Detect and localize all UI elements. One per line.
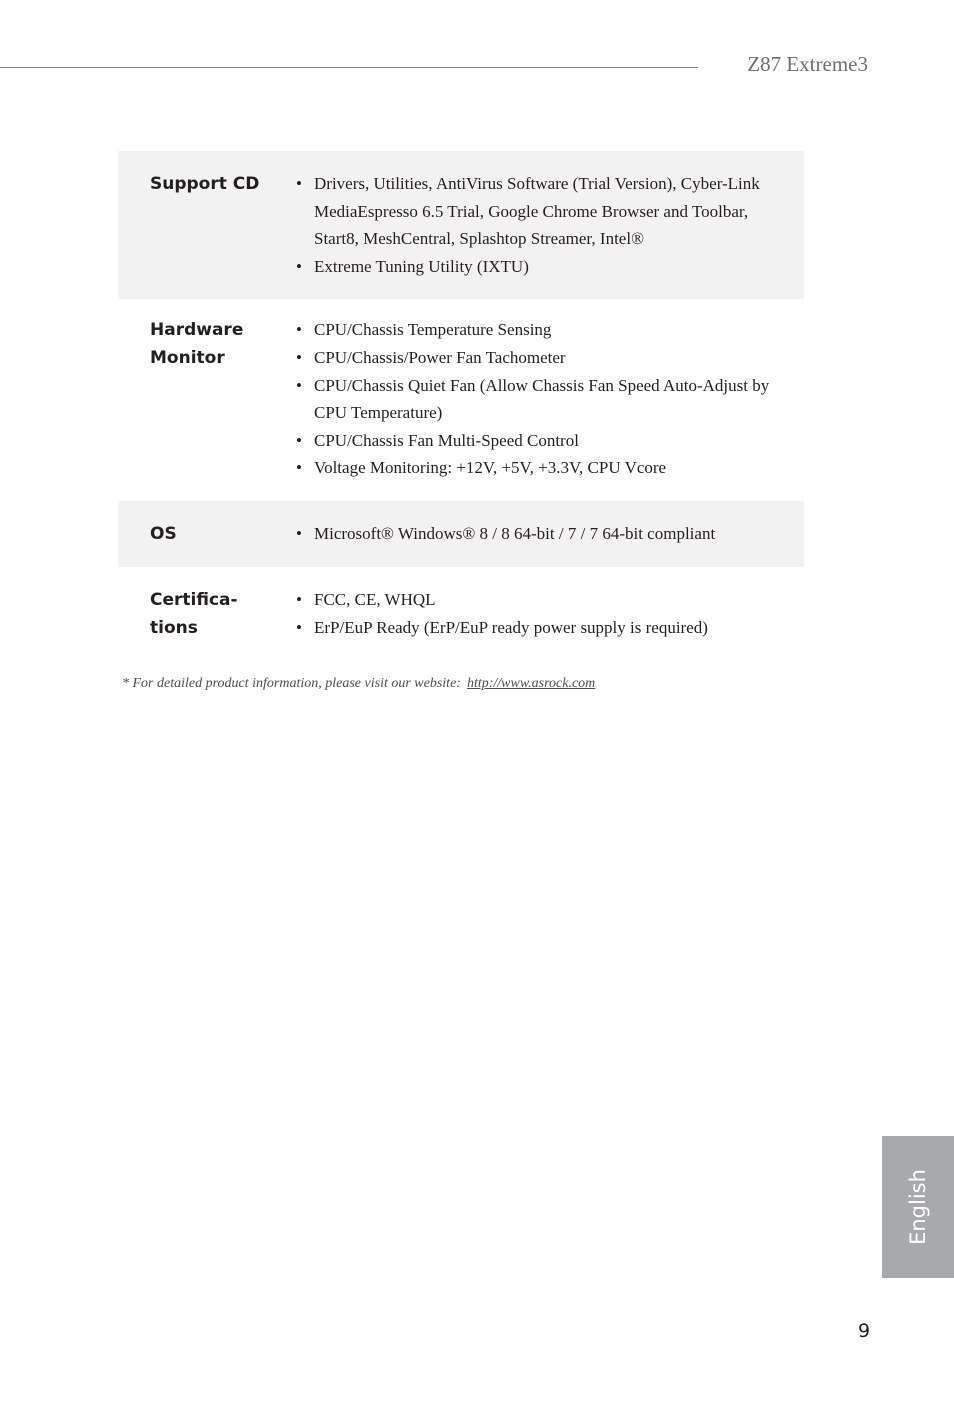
spec-label: Certifica-tions [150, 589, 238, 638]
header-title: Z87 Extreme3 [747, 52, 868, 76]
spec-items [296, 586, 784, 641]
website-link[interactable]: http://www.asrock.com [466, 676, 596, 691]
spec-label: Hardware Monitor [150, 320, 244, 369]
spec-item: • CPU/Chassis/Power Fan Tachometer [296, 344, 784, 372]
spec-items [296, 170, 784, 280]
spec-item: • Drivers, Utilities, AntiVirus Software (Trial Version), Cyber-Link MediaEspresso 6.5 Trial, Google Chrome Browser and Toolbar, Start8, MeshCentral, Splashtop Streamer, Intel® [296, 170, 784, 253]
spec-row-support-cd [118, 151, 804, 299]
spec-label: OS [118, 501, 282, 567]
spec-items [296, 520, 784, 548]
spec-table [118, 151, 804, 657]
spec-row-hardware-monitor [118, 299, 804, 501]
spec-item: • FCC, CE, WHQL [296, 586, 784, 614]
spec-item: • Microsoft® Windows® 8 / 8 64-bit / 7 / 7 64-bit compliant [296, 520, 784, 548]
spec-item: • CPU/Chassis Fan Multi-Speed Control [296, 427, 784, 455]
spec-label: Support CD [118, 151, 282, 299]
page-number: 9 [858, 1320, 871, 1342]
spec-item: • ErP/EuP Ready (ErP/EuP ready power supply is required) [296, 614, 784, 642]
spec-item: • CPU/Chassis Quiet Fan (Allow Chassis Fan Speed Auto-Adjust by CPU Temperature) [296, 372, 784, 427]
language-tab [882, 1136, 954, 1278]
spec-item: • Voltage Monitoring: +12V, +5V, +3.3V, CPU Vcore [296, 454, 784, 482]
language-label: English [906, 1169, 930, 1245]
footnote [122, 676, 595, 692]
spec-items [296, 316, 784, 482]
spec-item: • CPU/Chassis Temperature Sensing [296, 316, 784, 344]
spec-row-certifications [118, 567, 804, 657]
footnote-text: * For detailed product information, please visit our website: [122, 676, 461, 691]
spec-row-os [118, 501, 804, 567]
spec-item: • Extreme Tuning Utility (IXTU) [296, 253, 784, 281]
header-rule [0, 67, 698, 68]
